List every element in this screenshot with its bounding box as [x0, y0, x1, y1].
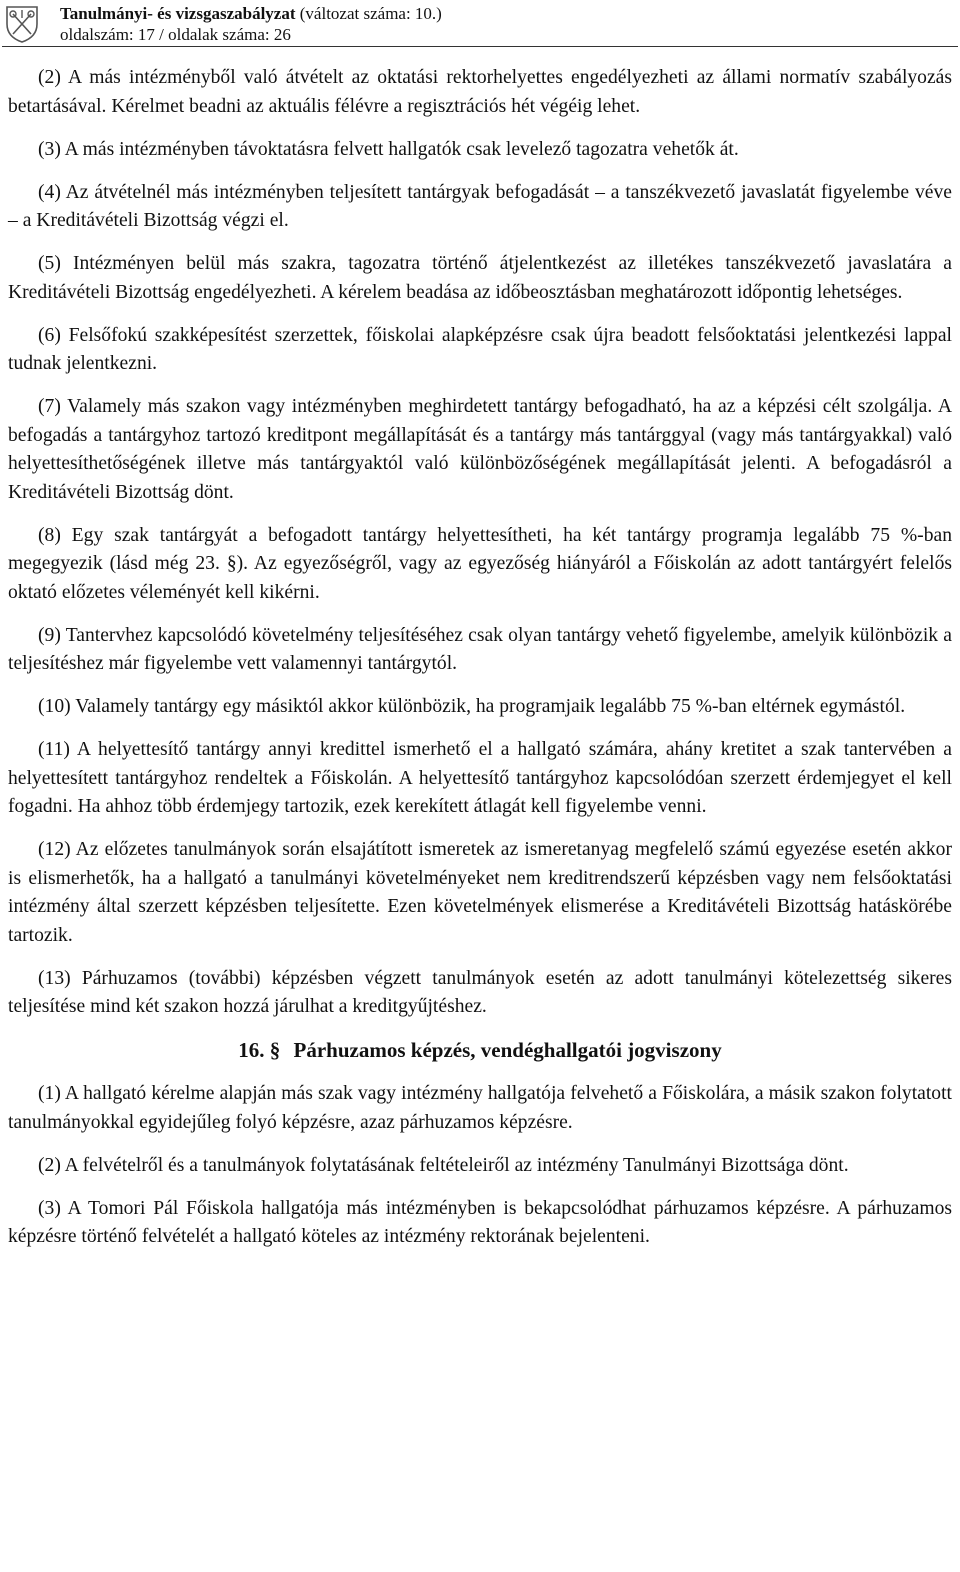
paragraph: (10) Valamely tantárgy egy másiktól akkor különbözik, ha programjaik legalább 75 %-ban eltérnek egymástól. — [38, 696, 906, 717]
crossed-keys-shield-logo-icon — [4, 4, 40, 44]
paragraph: (2) A felvételről és a tanulmányok folytatásának feltételeiről az intézmény Tanulmányi Bizottsága dönt. — [38, 1154, 849, 1176]
header-text — [60, 3, 442, 45]
paragraph: (3) A más intézményben távoktatásra felvett hallgatók csak levelező tagozatra vehetők át. — [38, 138, 739, 160]
paragraph: (1) A hallgató kérelme alapján más szak vagy intézmény hallgatója felvehető a Főiskolára, a másik szakon folytatott tanulmányokkal egyidejűleg folyó képzésre, azaz párhuzamos képzésre. — [8, 1083, 952, 1133]
paragraph: (9) Tantervhez kapcsolódó követelmény teljesítéséhez csak olyan tantárgy vehető figyelembe, amelyik különbözik a teljesítéshez már figyelembe vett valamennyi tantárgytól. — [8, 624, 952, 674]
paragraph: (2) A más intézményből való átvételt az oktatási rektorhelyettes engedélyezheti az állami normatív szabályozás betartásával. Kérelmet beadni az aktuális félévre a regisztrációs hét végéig lehet. — [8, 67, 952, 117]
section-heading — [8, 1036, 952, 1064]
paragraph: (6) Felsőfokú szakképesítést szerzettek, főiskolai alapképzésre csak újra beadott felsőoktatási jelentkezési lappal tudnak jelentkezni. — [8, 324, 952, 374]
paragraph: (12) Az előzetes tanulmányok során elsajátított ismeretek az ismeretanyag megfelelő számú egyezése esetén akkor is elismerhetők, ha a hallgató a tanulmányi követelményeket nem kreditrendszerű képzésben vagy nem felsőoktatási intézmény által szerzett képzésben teljesítette. Ezen követelmények elismerése a Kreditávételi Bizottság hatáskörébe tartozik. — [8, 839, 952, 946]
document-version: (változat száma: 10.) — [295, 4, 442, 23]
paragraph: (3) A Tomori Pál Főiskola hallgatója más intézményben is bekapcsolódhat párhuzamos képzésre. A párhuzamos képzésre történő felvételét a hallgató köteles az intézmény rektorának bejelenteni. — [8, 1197, 952, 1247]
section-title: Párhuzamos képzés, vendéghallgatói jogviszony — [293, 1038, 722, 1062]
section-number: 16. § — [238, 1038, 281, 1062]
document-title: Tanulmányi- és vizsgaszabályzat — [60, 4, 296, 23]
paragraph: (5) Intézményen belül más szakra, tagozatra történő átjelentkezést az illetékes tanszékvezető javaslatára a Kreditávételi Bizottság engedélyezheti. A kérelem beadása az időbeosztásban meghatározott időpontig lehetséges. — [8, 253, 952, 303]
paragraph: (11) A helyettesítő tantárgy annyi kredittel ismerhető el a hallgató számára, ahány kretitet a szak tantervében a helyettesített tantárgyhoz rendeltek a Főiskolán. A helyettesítő tantárgyhoz kapcsolódóan szerzett érdemjegyet el kell fogadni. Ha ahhoz több érdemjegy tartozik, ezek kerekített átlagát kell figyelembe venni. — [8, 739, 952, 817]
header-title-line — [60, 3, 442, 24]
header-divider — [2, 46, 958, 47]
paragraph: (8) Egy szak tantárgyát a befogadott tantárgy helyettesítheti, ha két tantárgy programja legalább 75 %-ban megegyezik (lásd még 23. §). Az egyezőségről, vagy az egyezőség hiányáról a Főiskolán az adott tantárgyért felelős oktató előzetes véleményét kell kikérni. — [8, 524, 952, 603]
paragraph: (7) Valamely más szakon vagy intézményben meghirdetett tantárgy befogadható, ha az a képzési célt szolgálja. A befogadás a tantárgyhoz tartozó kreditpont megállapítását és a tantárgy más tantárggyal (vagy más tantárgyakkal) való helyettesíthetőségének illetve más tantárgyaktól való különbözőségének megállapítását jelenti. A befogadásról a Kreditávételi Bizottság dönt. — [8, 396, 952, 503]
document-body — [8, 64, 952, 1266]
document-header — [0, 0, 960, 46]
paragraph: (13) Párhuzamos (további) képzésben végzett tanulmányok esetén az adott tanulmányi kötelezettség sikeres teljesítése mind két szakon hozzá járulhat a kreditgyűjtéshez. — [8, 967, 952, 1017]
paragraph: (4) Az átvételnél más intézményben teljesített tantárgyak befogadását – a tanszékvezető javaslatát figyelembe véve – a Kreditávételi Bizottság végzi el. — [8, 181, 952, 231]
page-info: oldalszám: 17 / oldalak száma: 26 — [60, 25, 291, 44]
